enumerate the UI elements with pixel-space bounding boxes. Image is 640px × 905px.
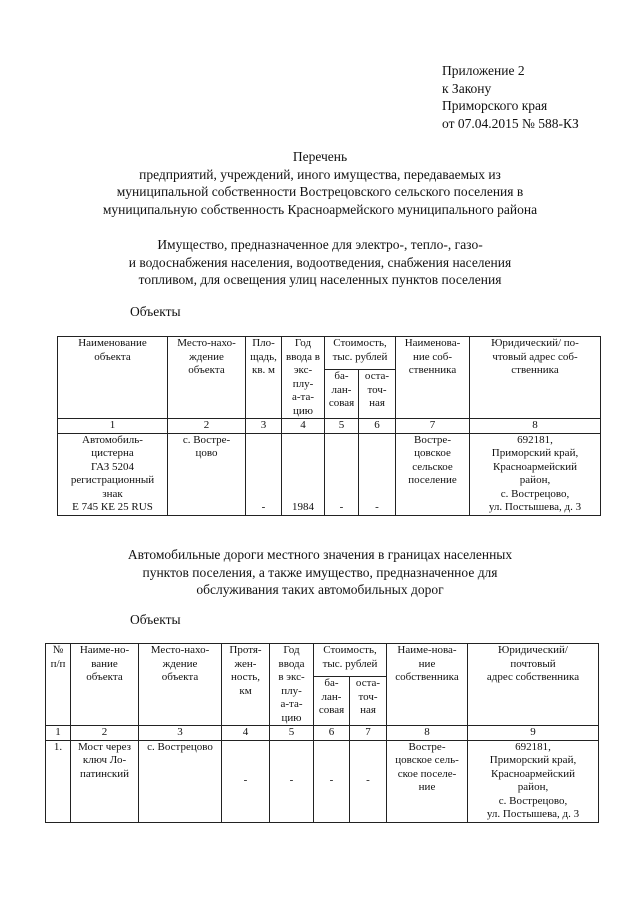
section-line: и водоснабжения населения, водоотведения, снабжения населения <box>128 254 512 270</box>
section1-table <box>57 336 601 516</box>
header-name: Наименование объекта <box>58 337 168 419</box>
cell-no: 1. <box>46 740 71 822</box>
cell-owner: Востре- цовское сельское поселение <box>396 433 470 515</box>
header-year: Год ввода в экс- плу- а-та- цию <box>270 644 314 726</box>
cell-balance: - <box>325 433 359 515</box>
column-number: 5 <box>325 419 359 434</box>
cell-owner: Востре- цовское сель- ское поселе- ние <box>387 740 468 822</box>
header-length: Протя- жен- ность, км <box>222 644 270 726</box>
section-line: Автомобильные дороги местного значения в границах населенных <box>127 547 513 562</box>
section-line: Имущество, предназначенное для электро-, тепло-, газо- <box>157 237 483 252</box>
section-line: топливом, для освещения улиц населенных пунктов поселения <box>138 272 502 287</box>
cell-year: 1984 <box>282 433 325 515</box>
column-number: 1 <box>46 726 71 741</box>
column-number: 7 <box>396 419 470 434</box>
title-line: предприятий, учреждений, иного имущества, передаваемых из <box>139 166 501 182</box>
cell-residual: - <box>350 740 387 822</box>
header-owner: Наиме-нова- ние собственника <box>387 644 468 726</box>
appendix-line: к Закону <box>442 80 492 96</box>
cell-area: - <box>246 433 282 515</box>
column-number: 4 <box>282 419 325 434</box>
appendix-line: Приморского края <box>442 98 548 113</box>
header-location: Место-нахо- ждение объекта <box>139 644 222 726</box>
cell-residual: - <box>359 433 396 515</box>
column-number: 6 <box>314 726 350 741</box>
column-number: 1 <box>58 419 168 434</box>
section1-heading <box>0 236 640 289</box>
cell-year: - <box>270 740 314 822</box>
header-cost: Стоимость, тыс. рублей <box>314 644 387 677</box>
appendix-block <box>442 62 579 132</box>
section2-table <box>45 643 599 823</box>
header-residual: оста- точ- ная <box>350 677 387 726</box>
cell-name: Мост через ключ Ло- патинский <box>71 740 139 822</box>
section1-objects-label: Объекты <box>130 304 181 319</box>
column-number: 4 <box>222 726 270 741</box>
column-number: 2 <box>71 726 139 741</box>
column-number: 3 <box>139 726 222 741</box>
header-owner: Наименова- ние соб- ственника <box>396 337 470 419</box>
section-line: пунктов поселения, а также имущество, предназначенное для <box>142 564 498 580</box>
cell-address: 692181, Приморский край, Красноармейский район, с. Вострецово, ул. Постышева, д. 3 <box>468 740 599 822</box>
column-number: 5 <box>270 726 314 741</box>
header-balance: ба- лан- совая <box>314 677 350 726</box>
cell-balance: - <box>314 740 350 822</box>
header-year: Год ввода в экс- плу- а-та- цию <box>282 337 325 419</box>
section2-heading <box>0 546 640 599</box>
header-address: Юридический/ по- чтовый адрес соб- ственника <box>470 337 601 419</box>
title-line: муниципальной собственности Вострецовского сельского поселения в <box>116 184 524 199</box>
cell-address: 692181, Приморский край, Красноармейский район, с. Вострецово, ул. Постышева, д. 3 <box>470 433 601 515</box>
document-title <box>0 148 640 218</box>
column-number: 7 <box>350 726 387 741</box>
header-name: Наиме-но- вание объекта <box>71 644 139 726</box>
cell-name: Автомобиль- цистерна ГАЗ 5204 регистрационный знак Е 745 КЕ 25 RUS <box>58 433 168 515</box>
header-area: Пло- щадь, кв. м <box>246 337 282 419</box>
section2-objects-label: Объекты <box>130 612 181 627</box>
column-number: 6 <box>359 419 396 434</box>
cell-location: с. Востре- цово <box>168 433 246 515</box>
column-number: 9 <box>468 726 599 741</box>
column-number: 2 <box>168 419 246 434</box>
column-number: 8 <box>470 419 601 434</box>
header-residual: оста- точ- ная <box>359 370 396 419</box>
header-location: Место-нахо- ждение объекта <box>168 337 246 419</box>
appendix-line: от 07.04.2015 № 588-КЗ <box>442 115 579 131</box>
cell-length: - <box>222 740 270 822</box>
title-heading: Перечень <box>292 149 348 164</box>
header-cost: Стоимость, тыс. рублей <box>325 337 396 370</box>
section-line: обслуживания таких автомобильных дорог <box>196 582 444 597</box>
header-balance: ба- лан- совая <box>325 370 359 419</box>
cell-location: с. Вострецово <box>139 740 222 822</box>
column-number: 8 <box>387 726 468 741</box>
column-number: 3 <box>246 419 282 434</box>
appendix-line: Приложение 2 <box>442 63 525 78</box>
header-address: Юридический/ почтовый адрес собственника <box>468 644 599 726</box>
header-no: № п/п <box>46 644 71 726</box>
title-line: муниципальную собственность Красноармейского муниципального района <box>102 201 538 217</box>
